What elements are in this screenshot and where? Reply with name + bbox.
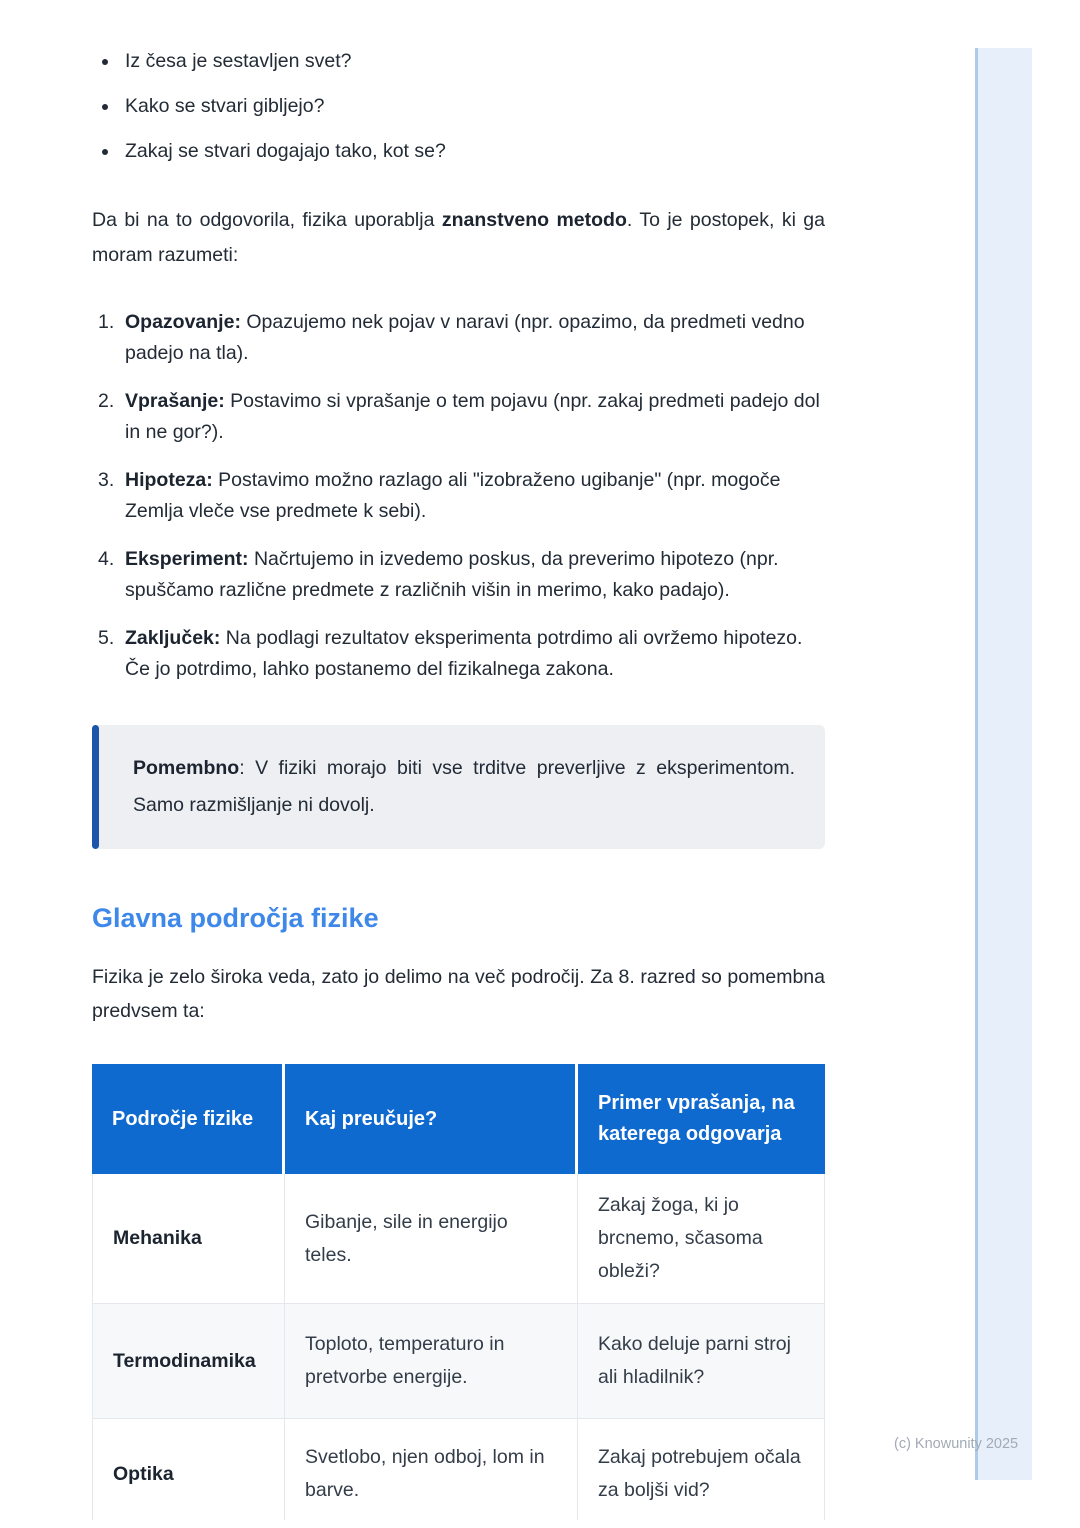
intro-paragraph <box>92 203 825 273</box>
question-bullet-list <box>92 46 825 167</box>
callout-accent-bar <box>92 725 99 849</box>
intro-text-post: . To je postopek, ki ga moram razumeti: <box>92 209 825 266</box>
step-text: Načrtujemo in izvedemo poskus, da preverimo hipotezo (npr. spuščamo različne predmete z različnih višin in merimo, kako padajo). <box>125 548 779 601</box>
list-item <box>92 136 825 167</box>
column-header: Področje fizike <box>92 1064 285 1174</box>
bullet-icon <box>102 104 108 110</box>
step-item <box>92 623 825 685</box>
section-intro-paragraph: Fizika je zelo široka veda, zato jo delimo na več področij. Za 8. razred so pomembna predvsem ta: <box>92 966 825 1022</box>
bullet-icon <box>102 149 108 155</box>
copyright-watermark: (c) Knowunity 2025 <box>894 1436 1019 1452</box>
bullet-text: Kako se stvari gibljejo? <box>125 95 325 117</box>
cell-area: Termodinamika <box>92 1304 285 1419</box>
step-label: Hipoteza: <box>125 469 213 491</box>
list-item <box>92 91 825 122</box>
callout-label: Pomembno <box>133 757 240 779</box>
table-row <box>92 1419 825 1520</box>
scientific-method-steps <box>92 307 825 685</box>
step-item <box>92 386 825 448</box>
bullet-text: Iz česa je sestavljen svet? <box>125 50 352 72</box>
callout-text: : V fiziki morajo biti vse trditve preverljive z eksperimentom. Samo razmišljanje ni dovolj. <box>133 757 795 816</box>
cell-area: Optika <box>92 1419 285 1520</box>
cell-question: Kako deluje parni stroj ali hladilnik? <box>578 1304 825 1419</box>
column-header: Primer vprašanja, na katerega odgovarja <box>578 1064 825 1174</box>
table-row <box>92 1304 825 1419</box>
step-label: Vprašanje: <box>125 390 225 412</box>
step-item <box>92 544 825 606</box>
bullet-text: Zakaj se stvari dogajajo tako, kot se? <box>125 140 446 162</box>
step-text: Na podlagi rezultatov eksperimenta potrdimo ali ovržemo hipotezo. Če jo potrdimo, lahko postanemo del fizikalnega zakona. <box>125 627 803 680</box>
step-item <box>92 307 825 369</box>
cell-question: Zakaj žoga, ki jo brcnemo, sčasoma obleži? <box>578 1174 825 1304</box>
cell-question: Zakaj potrebujem očala za boljši vid? <box>578 1419 825 1520</box>
table-row <box>92 1174 825 1304</box>
table-header-row <box>92 1064 825 1174</box>
step-label: Zaključek: <box>125 627 221 649</box>
step-label: Eksperiment: <box>125 548 249 570</box>
column-header: Kaj preučuje? <box>285 1064 578 1174</box>
step-text: Postavimo si vprašanje o tem pojavu (npr. zakaj predmeti padejo dol in ne gor?). <box>125 390 820 443</box>
intro-text-pre: Da bi na to odgovorila, fizika uporablja <box>92 209 442 231</box>
step-label: Opazovanje: <box>125 311 241 333</box>
physics-areas-table-container <box>92 1064 825 1520</box>
cell-studies: Svetlobo, njen odboj, lom in barve. <box>285 1419 578 1520</box>
document-content <box>92 0 825 1520</box>
list-item <box>92 46 825 77</box>
step-text: Opazujemo nek pojav v naravi (npr. opazimo, da predmeti vedno padejo na tla). <box>125 311 805 364</box>
physics-areas-table <box>92 1064 825 1520</box>
cell-studies: Toploto, temperaturo in pretvorbe energije. <box>285 1304 578 1419</box>
bullet-icon <box>102 59 108 65</box>
important-callout <box>92 725 825 849</box>
cell-studies: Gibanje, sile in energijo teles. <box>285 1174 578 1304</box>
step-text: Postavimo možno razlago ali "izobraženo ugibanje" (npr. mogoče Zemlja vleče vse predmete k sebi). <box>125 469 781 522</box>
section-heading: Glavna področja fizike <box>92 903 379 933</box>
step-item <box>92 465 825 527</box>
intro-text-bold: znanstveno metodo <box>441 209 627 231</box>
page-margin-strip <box>975 48 1032 1480</box>
cell-area: Mehanika <box>92 1174 285 1304</box>
